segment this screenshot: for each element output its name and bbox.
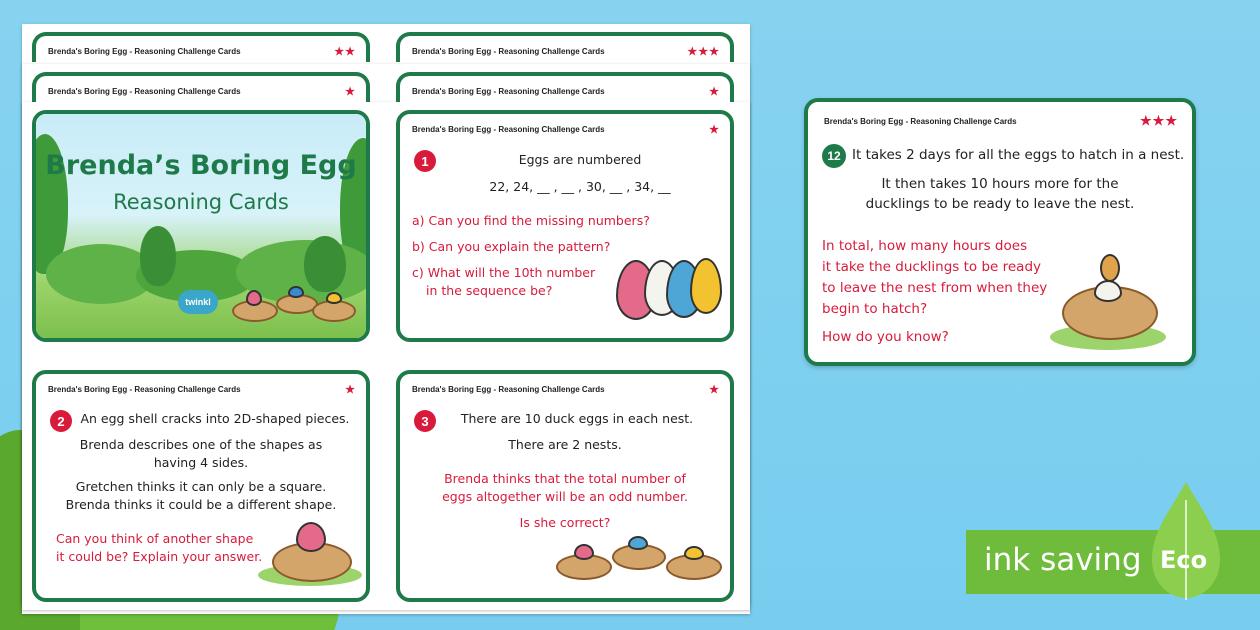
difficulty-stars: ★ (345, 383, 356, 396)
card-question: it could be? Explain your answer. (56, 549, 263, 564)
card-header-title: Brenda's Boring Egg - Reasoning Challenge Cards (48, 46, 241, 56)
challenge-card-3 (396, 370, 734, 602)
difficulty-stars: ★ (709, 123, 720, 136)
difficulty-stars: ★★ (334, 45, 356, 58)
card-header-title: Brenda's Boring Egg - Reasoning Challenge Cards (412, 124, 605, 134)
card-question: Can you think of another shape (56, 531, 254, 546)
card-text: ducklings to be ready to leave the nest. (865, 196, 1135, 212)
ink-saving-label: ink saving (984, 542, 1142, 578)
card-header-title: Brenda's Boring Egg - Reasoning Challenge Cards (48, 86, 241, 96)
card-header-title: Brenda's Boring Egg - Reasoning Challenge Cards (412, 86, 605, 96)
card-text: There are 10 duck eggs in each nest. (460, 411, 694, 426)
difficulty-stars: ★ (345, 85, 356, 98)
cover-title: Brenda’s Boring Egg (45, 150, 357, 181)
card-header-title: Brenda's Boring Egg - Reasoning Challenge Cards (824, 116, 1017, 126)
card-text: Eggs are numbered (518, 152, 642, 167)
challenge-card-12 (804, 98, 1196, 366)
card-question: c) What will the 10th number (412, 265, 596, 280)
back-card-left-1 (32, 32, 370, 62)
egg-icon (326, 292, 342, 304)
card-text: An egg shell cracks into 2D-shaped pieces. (80, 411, 350, 426)
card-question: in the sequence be? (426, 283, 553, 298)
eco-drop-icon (1150, 480, 1222, 600)
challenge-card-1 (396, 110, 734, 342)
tree-middle (304, 236, 346, 292)
card-question: to leave the nest from when they (822, 280, 1048, 296)
egg-icon (1094, 280, 1122, 302)
card-text: Brenda describes one of the shapes as (79, 437, 323, 452)
card-header-title: Brenda's Boring Egg - Reasoning Challenge Cards (412, 46, 605, 56)
card-text: Brenda thinks it could be a different shape. (65, 497, 337, 512)
card-header-title: Brenda's Boring Egg - Reasoning Challenge Cards (412, 384, 605, 394)
difficulty-stars: ★ (709, 85, 720, 98)
card-number-badge: 3 (414, 410, 436, 432)
card-question: begin to hatch? (822, 301, 928, 317)
card-number-badge: 12 (822, 144, 846, 168)
card-question: Brenda thinks that the total number of (444, 471, 686, 486)
egg-icon (296, 522, 326, 552)
card-text: Gretchen thinks it can only be a square. (75, 479, 327, 494)
duckling-icon (1100, 254, 1120, 282)
difficulty-stars: ★★★ (687, 45, 720, 58)
card-question: it take the ducklings to be ready (822, 259, 1041, 275)
egg-icon (246, 290, 262, 306)
cover-card (32, 110, 370, 342)
back-card-left-2 (32, 72, 370, 102)
card-text: It takes 2 days for all the eggs to hatch in a nest. (852, 147, 1185, 163)
card-question: eggs altogether will be an odd number. (442, 489, 688, 504)
difficulty-stars: ★★★ (1140, 113, 1178, 128)
egg-icon (690, 258, 722, 314)
tree-middle (140, 226, 176, 286)
egg-icon (628, 536, 648, 550)
card-header-title: Brenda's Boring Egg - Reasoning Challenge Cards (48, 384, 241, 394)
back-card-right-2 (396, 72, 734, 102)
eco-badge-text: Eco (1160, 546, 1208, 574)
card-text: It then takes 10 hours more for the (881, 176, 1119, 192)
card-number-badge: 1 (414, 150, 436, 172)
card-question: Is she correct? (519, 515, 611, 530)
egg-icon (574, 544, 594, 560)
cover-subtitle: Reasoning Cards (113, 190, 289, 214)
egg-icon (288, 286, 304, 298)
card-question: a) Can you find the missing numbers? (412, 213, 650, 228)
card-text: having 4 sides. (153, 455, 249, 470)
card-question: b) Can you explain the pattern? (412, 239, 611, 254)
back-card-right-1 (396, 32, 734, 62)
card-number-badge: 2 (50, 410, 72, 432)
difficulty-stars: ★ (709, 383, 720, 396)
card-question: How do you know? (822, 329, 949, 345)
egg-icon (684, 546, 704, 560)
card-question: In total, how many hours does (822, 238, 1028, 254)
card-text: There are 2 nests. (508, 437, 622, 452)
challenge-card-2 (32, 370, 370, 602)
card-text: 22, 24, __ , __ , 30, __ , 34, __ (489, 179, 671, 194)
twinkl-logo: twinkl (178, 290, 218, 314)
